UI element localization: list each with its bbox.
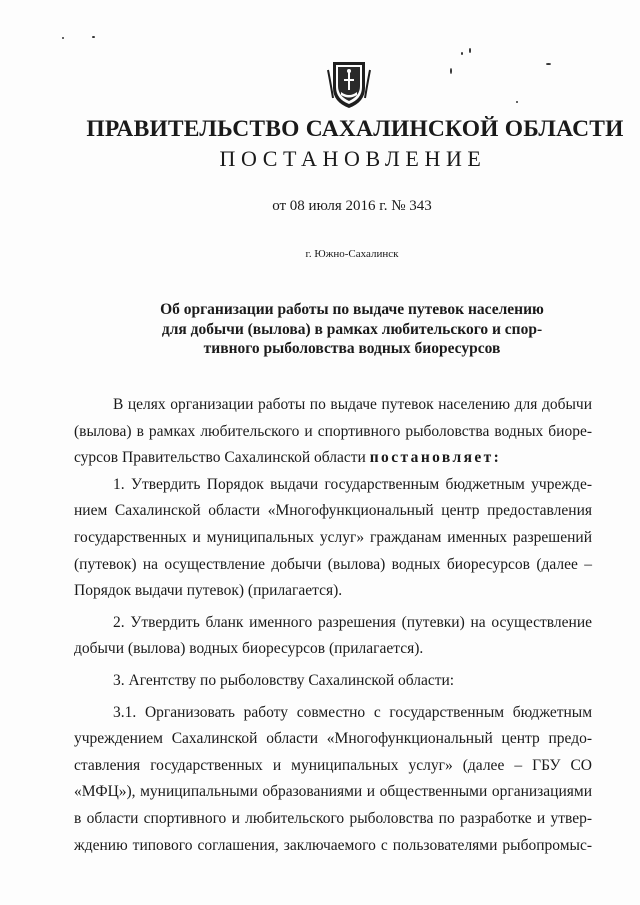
body-line: ставления государственных и муниципальных услуг» (далее – ГБУ СО	[74, 756, 592, 774]
document-body	[74, 392, 592, 859]
body-line: (вылова) в рамках любительского и спортивного рыболовства водных биоре-	[74, 422, 592, 440]
subject-line: для добычи (вылова) в рамках любительского и спор-	[161, 320, 543, 338]
government-title: ПРАВИТЕЛЬСТВО САХАЛИНСКОЙ ОБЛАСТИ	[86, 116, 624, 142]
body-line: в области спортивного и любительского рыболовства по разработке и утвер-	[74, 809, 592, 827]
coat-of-arms-icon	[327, 58, 371, 110]
document-date-number: от 08 июля 2016 г. № 343	[272, 198, 432, 214]
subject-line: Об организации работы по выдаче путевок населению	[160, 301, 544, 318]
body-line: нием Сахалинской области «Многофункциональный центр предоставления	[74, 502, 592, 520]
body-line: государственных и муниципальных услуг» гражданам именных разрешений	[74, 528, 592, 546]
decree-keyword: постановляет:	[369, 449, 502, 467]
body-line: 1. Утвердить Порядок выдачи государственным бюджетным учрежде-	[113, 475, 592, 493]
subject-line: тивного рыболовства водных биоресурсов	[203, 340, 501, 357]
scan-speck	[469, 48, 471, 53]
body-line	[74, 445, 592, 472]
document-subject	[0, 300, 640, 359]
document-city: г. Южно-Сахалинск	[305, 248, 399, 260]
body-text-run: сурсов Правительство Сахалинской области	[74, 449, 370, 467]
scan-speck	[546, 63, 551, 65]
body-line: «МФЦ»), муниципальными образованиями и общественными организациями	[74, 783, 592, 801]
body-line: ждению типового соглашения, заключаемого с пользователями рыбопромыс-	[74, 836, 592, 854]
body-line: учреждением Сахалинской области «Многофункциональный центр предо-	[74, 730, 592, 748]
scan-speck	[92, 36, 95, 38]
scan-speck	[461, 52, 463, 55]
body-line: 3.1. Организовать работу совместно с государственным бюджетным	[113, 703, 592, 721]
body-line: 2. Утвердить бланк именного разрешения (путевки) на осуществление	[113, 613, 592, 631]
body-line: Порядок выдачи путевок) (прилагается).	[74, 582, 343, 600]
scan-speck	[450, 68, 452, 74]
document-type: ПОСТАНОВЛЕНИЕ	[219, 146, 487, 171]
body-line: (путевок) на осуществление добычи (вылова) водных биоресурсов (далее –	[74, 555, 592, 573]
body-line: В целях организации работы по выдаче путевок населению для добычи	[113, 396, 592, 413]
body-line: добычи (вылова) водных биоресурсов (прилагается).	[74, 640, 424, 658]
scan-speck	[516, 101, 518, 103]
scan-speck	[62, 37, 64, 39]
body-line: 3. Агентству по рыболовству Сахалинской области:	[113, 671, 455, 689]
